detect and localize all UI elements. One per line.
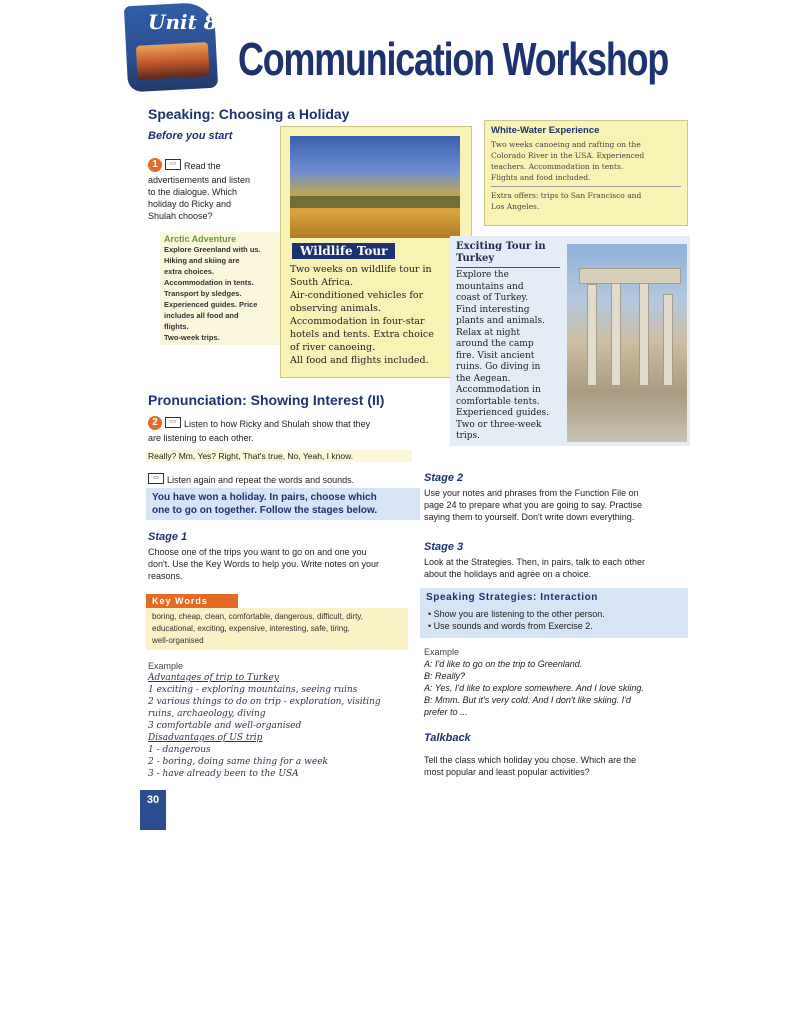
wildlife-text: Two weeks on wildlife tour in South Africa. Air-conditioned vehicles for observing animals. Accommodation in four-star hotels and tents. Extra choice of river canoeing. All food and flights included.: [290, 264, 434, 366]
turkey-divider: [456, 267, 560, 268]
example-dialogue: A: I'd like to go on the trip to Greenland. B: Really? A: Yes, I'd like to explore somewhere. And I love skiing. B: Mmm. But it's very cold. And I don't like skiing. I'd prefer to ...: [424, 659, 644, 717]
talkback-text: Tell the class which holiday you chose. Which are the most popular and least popular activities?: [424, 755, 637, 777]
page-number: 30: [140, 790, 166, 830]
exercise-1: 1 ▭ Read the advertisements and listen to the dialogue. Which holiday do Ricky and Shulah choose?: [148, 158, 251, 221]
task-box: You have won a holiday. In pairs, choose which one to go on together. Follow the stages below.: [146, 488, 420, 520]
turkey-text: Explore the mountains and coast of Turkey. Find interesting plants and animals. Relax at night around the camp fire. Visit ancient ruins. Go diving in the Aegean. Accommodation in comfortable tents. Experienced guides. Two or three-week trips.: [456, 270, 550, 441]
key-words-heading: Key Words: [146, 594, 238, 608]
exercise-number: 2: [148, 416, 162, 430]
turkey-title: Exciting Tour in Turkey: [456, 241, 546, 264]
key-words-list: boring, cheap, clean, comfortable, dangerous, difficult, dirty, educational, exciting, expensive, interesting, safe, tiring, well-organised: [146, 608, 408, 650]
arctic-text: Explore Greenland with us. Hiking and skiing are extra choices. Accommodation in tents. Transport by sledges. Experienced guides. Price includes all food and flights. Two-week trips.: [164, 245, 261, 342]
cassette-icon: ▭: [148, 473, 164, 484]
arctic-title: Arctic Adventure: [164, 234, 237, 244]
stage3-text: Look at the Strategies. Then, in pairs, talk to each other about the holidays and agree on a choice.: [424, 557, 645, 579]
cassette-icon: ▭: [165, 159, 181, 170]
stage1-text: Choose one of the trips you want to go on and one you don't. Use the Key Words to help you. Write notes on your reasons.: [148, 547, 380, 581]
strategies-heading: Speaking Strategies: Interaction: [426, 592, 599, 603]
savanna-photo: [290, 136, 460, 238]
strategy-item: • Use sounds and words from Exercise 2.: [428, 621, 593, 631]
before-you-start: Before you start: [148, 130, 233, 142]
badge-photo: [136, 42, 210, 80]
repeat-instruction: ▭ Listen again and repeat the words and sounds.: [148, 470, 354, 488]
speaking-strategies-box: [420, 588, 688, 638]
speaking-heading: Speaking: Choosing a Holiday: [148, 106, 350, 122]
white-water-ad: [484, 120, 688, 226]
page-title: Communication Workshop: [238, 33, 669, 85]
unit-label: Unit 8: [148, 10, 218, 34]
stage1-heading: Stage 1: [148, 531, 188, 543]
interest-phrases: Really? Mm, Yes? Right, That's true, No, Yeah, I know.: [146, 450, 412, 462]
arctic-adventure-ad: [160, 232, 293, 345]
example-label: Example: [424, 647, 460, 657]
stage2-heading: Stage 2: [424, 472, 464, 484]
white-water-title: White-Water Experience: [491, 125, 600, 136]
key-words-box: [146, 594, 408, 650]
exercise-number: 1: [148, 158, 162, 172]
white-water-text: Two weeks canoeing and rafting on the Colorado River in the USA. Experienced teachers. Accommodation in tents. Flights and food included.: [491, 140, 645, 182]
cassette-icon: ▭: [165, 417, 181, 428]
example-label: Example: [148, 661, 184, 671]
white-water-extras: Extra offers: trips to San Francisco and Los Angeles.: [491, 191, 642, 211]
strategy-item: • Show you are listening to the other person.: [428, 609, 605, 619]
stage3-heading: Stage 3: [424, 541, 464, 553]
wildlife-title: Wildlife Tour: [292, 243, 395, 259]
handwritten-notes: Advantages of trip to Turkey 1 exciting - exploring mountains, seeing ruins 2 various things to do on trip - exploration, visiting ruins, archaeology, diving 3 comfortable and well-organised Disadvantages of US trip 1 - dangerous 2 - boring, doing same thing for a week 3 - have already been to the USA: [148, 673, 381, 779]
pronunciation-heading: Pronunciation: Showing Interest (II): [148, 392, 385, 408]
talkback-heading: Talkback: [424, 732, 471, 744]
exercise-2: 2 ▭ Listen to how Ricky and Shulah show that they are listening to each other.: [148, 416, 371, 443]
white-water-divider: [491, 186, 681, 187]
ruins-photo: [567, 244, 687, 442]
stage2-text: Use your notes and phrases from the Function File on page 24 to prepare what you are going to say. Practise saying them to yourself. Don't write down everything.: [424, 488, 642, 522]
